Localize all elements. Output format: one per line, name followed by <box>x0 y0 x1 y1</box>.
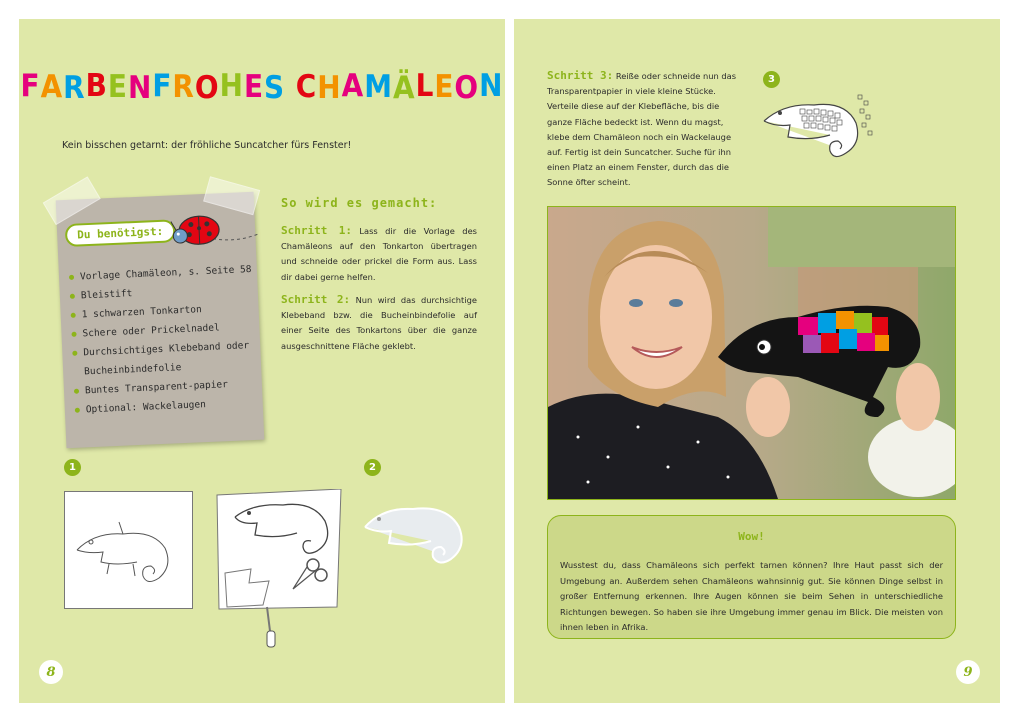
step-1-label: Schritt 1: <box>281 224 352 237</box>
list-item: Optional: Wackelaugen <box>74 393 261 420</box>
title-letter: A <box>40 69 64 105</box>
right-page <box>514 19 1000 703</box>
step-2 <box>281 292 477 354</box>
list-item: 1 schwarzen Tonkarton <box>70 298 257 325</box>
title-letter: R <box>172 69 195 105</box>
title-letter: B <box>85 68 108 104</box>
title-letter: H <box>317 70 342 106</box>
step-3-label: Schritt 3: <box>547 69 614 82</box>
list-item: Buntes Transparent-papier <box>74 374 261 401</box>
figure-3-number: 3 <box>763 71 780 88</box>
title-letter: L <box>415 68 435 104</box>
list-item: Schere oder Prickelnadel <box>71 317 258 344</box>
chameleon-mosaic-icon <box>758 83 878 181</box>
materials-note <box>56 192 265 448</box>
materials-list <box>69 260 261 420</box>
left-page <box>19 19 505 703</box>
title-letter: R <box>63 70 86 106</box>
steps-heading: So wird es gemacht: <box>281 196 438 210</box>
chameleon-outline-icon <box>65 492 192 608</box>
cutting-illustration <box>213 489 353 651</box>
title-letter: N <box>479 68 504 104</box>
title-letter: O <box>454 70 480 106</box>
title-letter <box>285 68 296 104</box>
fun-fact-title: Wow! <box>738 530 765 543</box>
materials-heading: Du benötigst: <box>65 219 176 247</box>
page-title <box>19 69 505 105</box>
title-letter: F <box>20 68 41 104</box>
title-letter: E <box>434 69 455 105</box>
title-letter: E <box>243 69 264 105</box>
step-3-text: Reiße oder schneide nun das Transparentpapier in viele kleine Stücke. Verteile diese auf der Klebefläche, bis die ganze Fläche bedeckt ist. Wenn du magst, klebe dem Chamäleon noch ein Wackelauge auf. Fertig ist dein Suncatcher. Suche für ihn einen Platz an einem Fenster, durch das die Sonne öfter scheint. <box>547 71 737 188</box>
title-letter: S <box>264 70 286 106</box>
title-letter: M <box>364 69 393 105</box>
title-letter: Ä <box>392 70 416 106</box>
fun-fact-box <box>547 515 956 639</box>
step-3 <box>547 68 745 191</box>
title-letter: E <box>107 69 128 105</box>
figure-1-number: 1 <box>64 459 81 476</box>
list-item: Bleistift <box>69 279 256 306</box>
ladybug-icon <box>170 204 262 256</box>
page-number: 8 <box>39 660 63 684</box>
list-item: Vorlage Chamäleon, s. Seite 58 <box>69 260 256 287</box>
child-with-suncatcher-photo <box>547 206 956 500</box>
figure-2-number: 2 <box>364 459 381 476</box>
title-letter: H <box>219 68 244 104</box>
subtitle: Kein bisschen getarnt: der fröhliche Suncatcher fürs Fenster! <box>62 140 352 151</box>
step-1-text: Lass dir die Vorlage des Chamäleons auf den Tonkarton übertragen und schneide oder prickel die Form aus. Lass dir dabei gerne helfen. <box>281 226 477 282</box>
title-letter: F <box>152 68 173 104</box>
step-2-label: Schritt 2: <box>281 293 351 306</box>
step-2-text: Nun wird das durchsichtige Klebeband bzw. die Bucheinbindefolie auf einer Seite des Tonkartons über die ganze ausgeschnittene Fläche geklebt. <box>281 295 477 351</box>
figure-1-template <box>64 491 193 609</box>
title-letter: O <box>194 70 220 106</box>
list-item: Durchsichtiges Klebeband oder Bucheinbindefolie <box>72 336 259 382</box>
title-letter: A <box>341 68 365 104</box>
title-letter: N <box>127 70 153 106</box>
step-1 <box>281 223 477 285</box>
tape-strip <box>43 176 101 225</box>
title-letter: C <box>295 69 318 105</box>
chameleon-cutout-icon <box>361 485 471 575</box>
fun-fact-text: Wusstest du, dass Chamäleons sich perfekt tarnen können? Ihre Haut passt sich der Umgebung an. Außerdem sehen Chamäleons wahnsinnig gut. Sie können Dinge selbst in großer Entfernung erkennen. Ihre Augen können sie beim Sehen in unterschiedliche Richtungen bewegen. So haben sie ihre Umgebung immer genau im Blick. Die meisten von ihnen leben in Afrika. <box>560 560 943 632</box>
page-number: 9 <box>956 660 980 684</box>
